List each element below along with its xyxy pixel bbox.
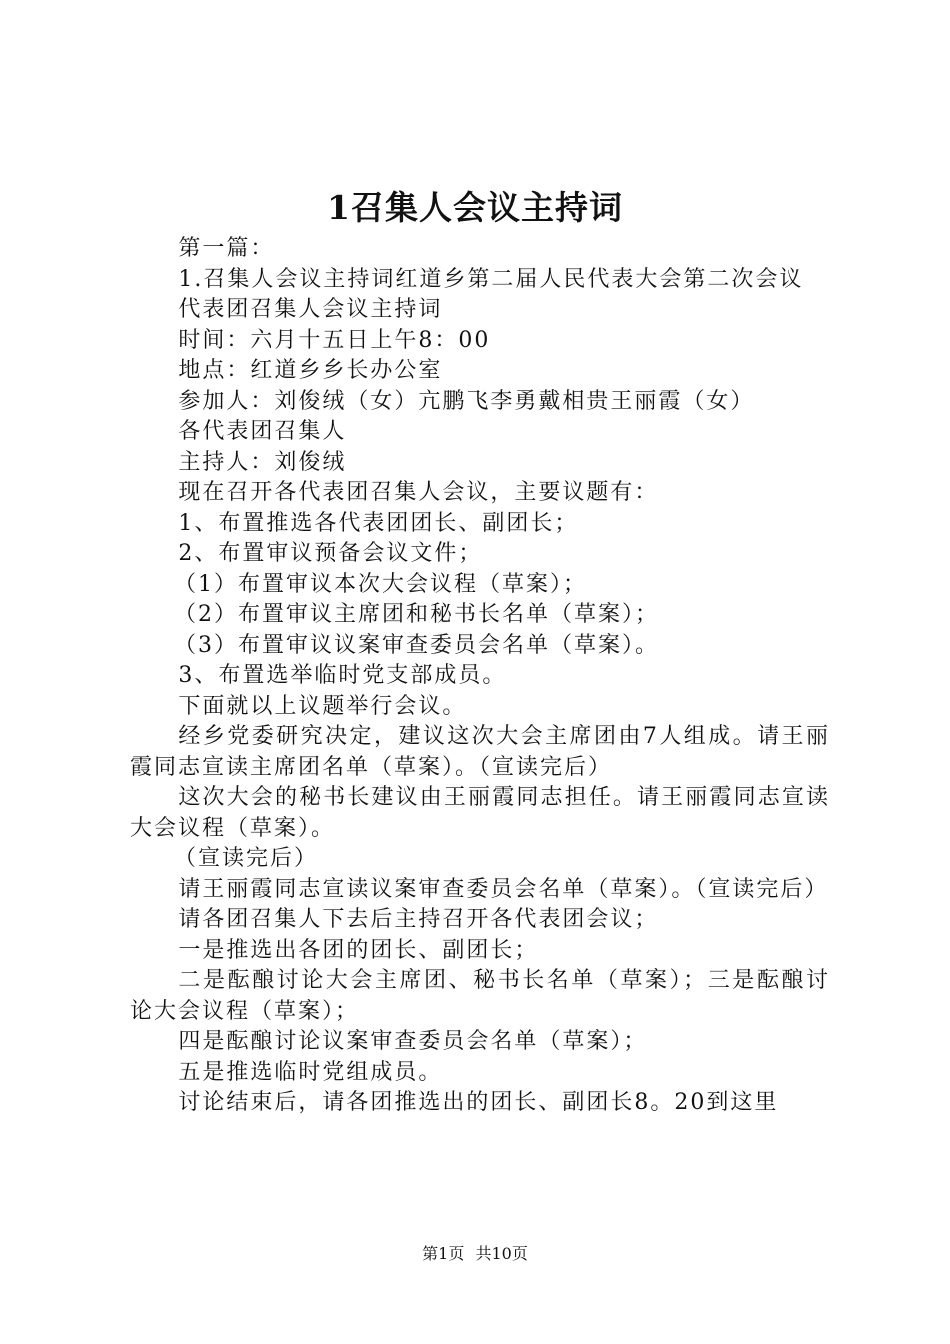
paragraph: 3、布置选举临时党支部成员。 bbox=[178, 663, 507, 688]
paragraph: 各代表团召集人 bbox=[178, 419, 347, 444]
paragraph: 2、布置审议预备会议文件； bbox=[178, 541, 483, 566]
paragraph: （2）布置审议主席团和秘书长名单（草案）； bbox=[174, 602, 659, 627]
paragraph: 下面就以上议题举行会议。 bbox=[178, 693, 467, 719]
paragraph: 讨论结束后，请各团推选出的团长、副团长8。20到这里 bbox=[178, 1090, 779, 1115]
paragraph: 参加人：刘俊绒（女）亢鹏飞李勇戴相贵王丽霞（女） bbox=[178, 388, 755, 414]
paragraph: 代表团召集人会议主持词 bbox=[178, 297, 443, 322]
document-body bbox=[130, 234, 830, 1119]
paragraph: 这次大会的秘书长建议由王丽霞同志担任。请王丽霞同志宣读大会议程（草案）。 bbox=[130, 785, 830, 841]
paragraph: （1）布置审议本次大会议程（草案）； bbox=[174, 571, 587, 597]
paragraph: 经乡党委研究决定，建议这次大会主席团由7人组成。请王丽霞同志宣读主席团名单（草案）。（宣读完后） bbox=[130, 724, 830, 780]
paragraph: 1.召集人会议主持词红道乡第二届人民代表大会第二次会议 bbox=[178, 266, 804, 292]
paragraph: （3）布置审议议案审查委员会名单（草案）。 bbox=[174, 632, 659, 658]
paragraph: 四是酝酿讨论议案审查委员会名单（草案）； bbox=[178, 1029, 648, 1054]
paragraph: 五是推选临时党组成员。 bbox=[178, 1059, 443, 1085]
page-total: 共10页 bbox=[475, 1244, 528, 1263]
paragraph: （宣读完后） bbox=[174, 846, 319, 871]
paragraph: 地点：红道乡乡长办公室 bbox=[178, 358, 443, 383]
paragraph: 现在召开各代表团召集人会议，主要议题有： bbox=[178, 480, 659, 505]
paragraph: 二是酝酿讨论大会主席团、秘书长名单（草案）；三是酝酿讨论大会议程（草案）； bbox=[130, 968, 830, 1024]
paragraph: 第一篇： bbox=[178, 236, 275, 261]
paragraph: 时间：六月十五日上午8：00 bbox=[178, 327, 491, 353]
paragraph: 主持人：刘俊绒 bbox=[178, 449, 347, 475]
page-number: 第1页 bbox=[422, 1244, 465, 1263]
paragraph: 一是推选出各团的团长、副团长； bbox=[178, 937, 539, 963]
paragraph: 请各团召集人下去后主持召开各代表团会议； bbox=[178, 907, 659, 932]
document-title: 1召集人会议主持词 bbox=[327, 188, 623, 227]
paragraph: 请王丽霞同志宣读议案审查委员会名单（草案）。（宣读完后） bbox=[178, 876, 829, 902]
page-footer bbox=[0, 1243, 950, 1265]
paragraph: 1、布置推选各代表团团长、副团长； bbox=[178, 510, 579, 536]
